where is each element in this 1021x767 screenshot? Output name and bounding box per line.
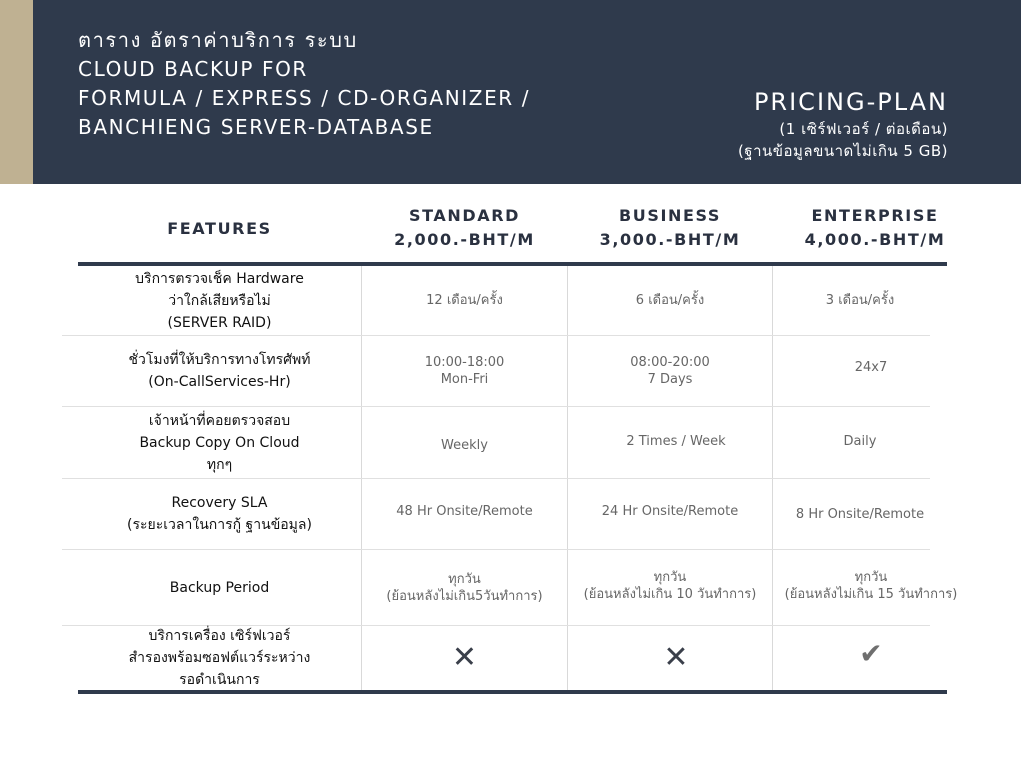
standard-cell	[362, 550, 567, 625]
title-line-4: BANCHIENG SERVER-DATABASE	[78, 115, 434, 139]
feature-line: Recovery SLA	[171, 495, 268, 511]
business-price: 3,000.-BHT/M	[599, 230, 741, 249]
cell-value: 24x7	[854, 359, 888, 375]
cell-value: (ย้อนหลังไม่เกิน 15 วันทำการ)	[784, 586, 958, 602]
standard-cell	[362, 626, 567, 690]
standard-cell	[362, 266, 567, 335]
feature-line: ว่าใกล้เสียหรือไม่	[168, 292, 271, 309]
cell-value: Daily	[843, 433, 877, 449]
business-cell	[568, 479, 772, 543]
plan-name: PRICING-PLAN	[753, 88, 948, 116]
title-line-3: FORMULA / EXPRESS / CD-ORGANIZER /	[78, 86, 531, 110]
table-row-feature	[78, 550, 361, 625]
standard-header	[362, 204, 567, 252]
business-cell	[568, 548, 772, 623]
plan-limit: (ฐานข้อมูลขนาดไม่เกิน 5 GB)	[737, 142, 948, 160]
feature-line: (On-CallServices-Hr)	[148, 374, 291, 390]
features-header: FEATURES	[167, 219, 272, 238]
cell-value: 24 Hr Onsite/Remote	[601, 503, 739, 519]
cell-value: ทุกวัน	[653, 569, 687, 585]
feature-line: (ระยะเวลาในการกู้ ฐานข้อมูล)	[127, 517, 312, 533]
standard-cell	[362, 336, 567, 406]
feature-line: รอดำเนินการ	[179, 672, 260, 688]
feature-line: สำรองพร้อมซอฟต์แวร์ระหว่าง	[128, 650, 311, 666]
standard-cell	[362, 414, 567, 476]
pricing-plan-block	[738, 86, 948, 162]
cell-value: 10:00-18:00	[424, 355, 505, 370]
standard-cell	[362, 479, 567, 543]
enterprise-cell	[773, 548, 969, 623]
table-row-feature	[78, 266, 361, 335]
standard-name: STANDARD	[408, 206, 521, 225]
enterprise-cell	[773, 482, 947, 546]
feature-line: เจ้าหน้าที่คอยตรวจสอบ	[148, 412, 291, 429]
business-name: BUSINESS	[618, 206, 722, 225]
feature-line: ชั่วโมงที่ให้บริการทางโทรศัพท์	[128, 352, 311, 368]
feature-line: บริการเครื่อง เซิร์ฟเวอร์	[148, 628, 291, 644]
check-icon: ✔	[859, 637, 883, 670]
feature-line: ทุกๆ	[206, 456, 233, 473]
enterprise-cell	[773, 336, 969, 398]
cell-value: 08:00-20:00	[630, 355, 710, 370]
enterprise-cell	[773, 622, 969, 686]
cell-value: 7 Days	[647, 372, 693, 387]
table-row-feature	[78, 407, 361, 478]
feature-line: บริการตรวจเช็ค Hardware	[135, 270, 304, 287]
cell-value: Mon-Fri	[440, 372, 489, 387]
cell-value: 3 เดือน/ครั้ง	[825, 293, 895, 308]
enterprise-header	[790, 204, 960, 252]
cell-value: ทุกวัน	[854, 569, 888, 585]
table-row-feature	[78, 336, 361, 406]
x-icon: ✕	[663, 640, 689, 675]
enterprise-price: 4,000.-BHT/M	[804, 230, 946, 249]
table-row-feature	[78, 479, 361, 549]
page-title	[78, 26, 530, 142]
enterprise-cell	[773, 410, 947, 472]
cell-value: Weekly	[441, 437, 488, 453]
x-icon: ✕	[451, 640, 478, 675]
plan-unit: (1 เซิร์ฟเวอร์ / ต่อเดือน)	[779, 120, 948, 138]
cell-value: ทุกวัน	[448, 571, 481, 587]
business-cell	[568, 626, 784, 690]
table-row-feature	[78, 626, 361, 690]
standard-price: 2,000.-BHT/M	[394, 230, 535, 249]
title-line-2: CLOUD BACKUP FOR	[78, 57, 308, 81]
cell-value: 8 Hr Onsite/Remote	[795, 506, 925, 522]
enterprise-cell	[773, 266, 947, 335]
business-header	[568, 204, 772, 252]
header-accent-bar	[0, 0, 33, 184]
feature-line: Backup Period	[169, 579, 270, 596]
cell-value: 12 เดือน/ครั้ง	[426, 293, 503, 308]
business-cell	[568, 336, 772, 406]
cell-value: (ย้อนหลังไม่เกิน5วันทำการ)	[386, 588, 543, 604]
business-cell	[568, 410, 784, 472]
cell-value: (ย้อนหลังไม่เกิน 10 วันทำการ)	[583, 586, 757, 602]
feature-line: Backup Copy On Cloud	[139, 434, 300, 451]
feature-line: (SERVER RAID)	[167, 314, 272, 331]
cell-value: 6 เดือน/ครั้ง	[635, 293, 705, 308]
title-line-1: ตาราง อัตราค่าบริการ ระบบ	[78, 28, 358, 52]
enterprise-name: ENTERPRISE	[811, 206, 939, 225]
cell-value: 48 Hr Onsite/Remote	[396, 503, 533, 519]
cell-value: 2 Times / Week	[626, 433, 726, 449]
business-cell	[568, 266, 772, 335]
